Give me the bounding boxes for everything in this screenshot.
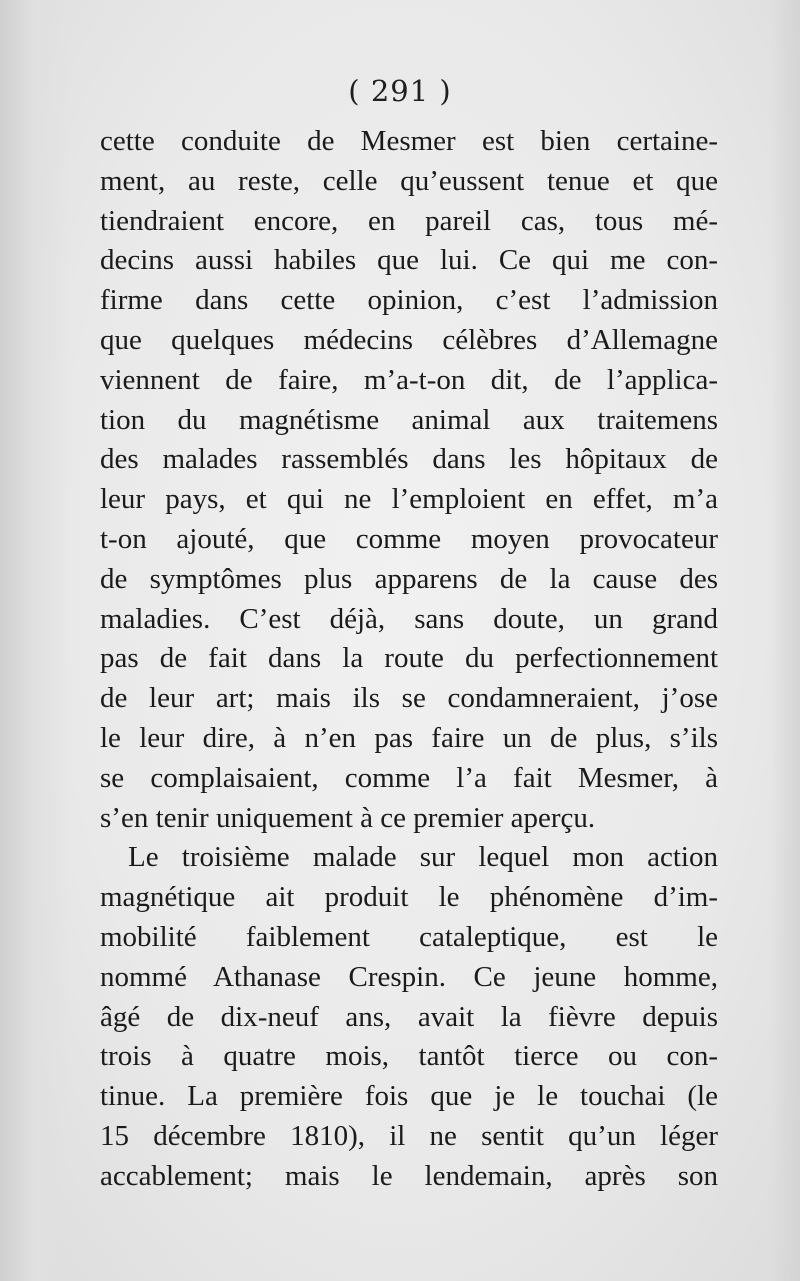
text-line: firme dans cette opinion, c’est l’admission: [100, 284, 718, 317]
text-line: leur pays, et qui ne l’emploient en effet, m’a: [100, 483, 718, 516]
text-line: pas de fait dans la route du perfectionnement: [100, 642, 718, 675]
page-number: ( 291 ): [348, 74, 452, 108]
text-line: se complaisaient, comme l’a fait Mesmer, à: [100, 761, 718, 794]
text-line: des malades rassemblés dans les hôpitaux de: [100, 443, 718, 476]
text-line: trois à quatre mois, tantôt tierce ou con-: [100, 1040, 718, 1073]
text-line: decins aussi habiles que lui. Ce qui me con-: [100, 244, 718, 277]
page-edge-shadow: [770, 0, 800, 1281]
text-line: mobilité faiblement cataleptique, est le: [100, 920, 718, 953]
text-line: de leur art; mais ils se condamneraient, j’ose: [100, 682, 718, 715]
text-line: maladies. C’est déjà, sans doute, un grand: [100, 602, 718, 635]
text-line: Le troisième malade sur lequel mon action: [128, 841, 718, 874]
text-line: t-on ajouté, que comme moyen provocateur: [100, 522, 718, 555]
text-line: que quelques médecins célèbres d’Allemagne: [100, 323, 718, 356]
page-gutter-shadow: [0, 0, 70, 1281]
text-line: 15 décembre 1810), il ne sentit qu’un léger: [100, 1119, 718, 1152]
text-line: âgé de dix-neuf ans, avait la fièvre depuis: [100, 1000, 718, 1033]
text-line: tinue. La première fois que je le touchai (le: [100, 1080, 718, 1113]
text-line: tion du magnétisme animal aux traitemens: [100, 403, 718, 436]
text-line: nommé Athanase Crespin. Ce jeune homme,: [100, 960, 718, 993]
text-line: magnétique ait produit le phénomène d’im-: [100, 881, 718, 914]
text-line: accablement; mais le lendemain, après son: [100, 1159, 718, 1192]
text-line: s’en tenir uniquement à ce premier aperçu.: [100, 801, 596, 834]
text-line: tiendraient encore, en pareil cas, tous mé-: [100, 204, 718, 237]
body-text: [100, 122, 718, 1197]
text-line: viennent de faire, m’a-t-on dit, de l’applica-: [100, 363, 718, 396]
text-line: le leur dire, à n’en pas faire un de plus, s’ils: [100, 721, 718, 754]
text-line: de symptômes plus apparens de la cause des: [100, 562, 718, 595]
text-line: cette conduite de Mesmer est bien certaine-: [100, 125, 718, 157]
text-line: ment, au reste, celle qu’eussent tenue et que: [100, 164, 718, 197]
